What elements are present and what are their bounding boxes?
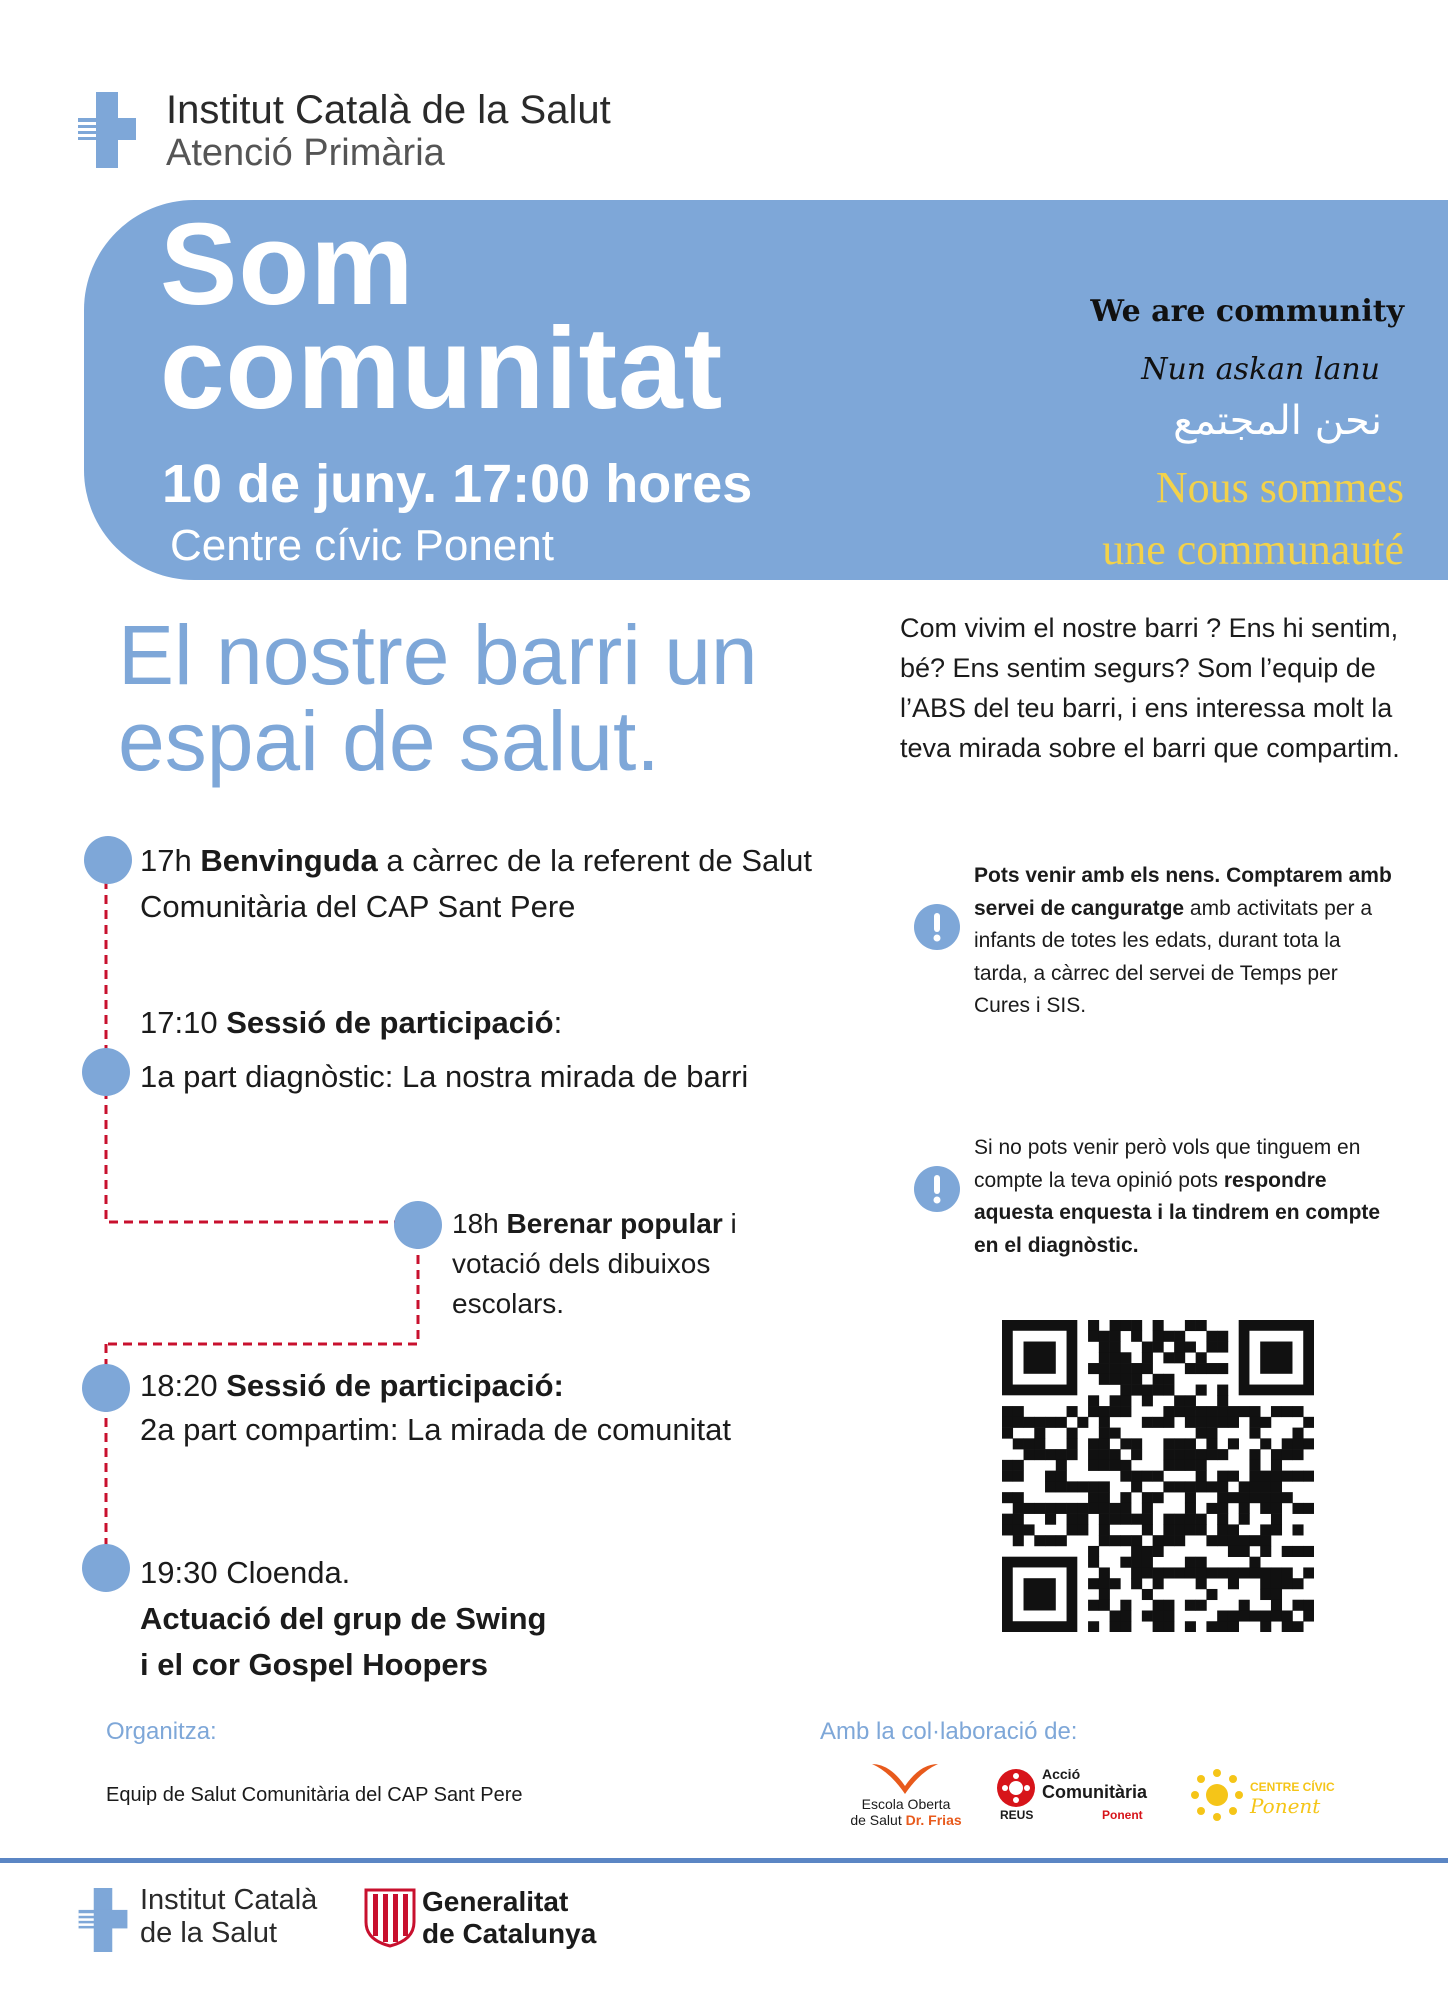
event-date: 10 de juny. 17:00 hores: [162, 454, 753, 514]
schedule-item: 17h Benvinguda a càrrec de la referent de Salut Comunitària del CAP Sant Pere: [140, 843, 813, 924]
timeline-dot-3: [394, 1201, 442, 1249]
timeline-connector: [106, 880, 418, 1568]
escola-oberta-logo: Escola Oberta de Salut Dr. Frias: [826, 1760, 986, 1830]
footer-divider: [0, 1858, 1448, 1863]
organizer-name: Equip de Salut Comunitària del CAP Sant Pere: [106, 1784, 523, 1806]
event-venue: Centre cívic Ponent: [170, 521, 554, 570]
ics-footer-logo-icon: [78, 1888, 128, 1952]
translation-arabic: نحن المجتمع: [1173, 398, 1382, 444]
timeline-dot-2: [82, 1048, 130, 1096]
title-line-2: comunitat: [160, 303, 724, 433]
headline-line-1: El nostre barri un: [118, 608, 758, 702]
timeline-dot-5: [82, 1544, 130, 1592]
schedule-item: 19:30 Cloenda. Actuació del grup de Swing i el cor Gospel Hoopers: [140, 1555, 547, 1682]
headline-line-2: espai de salut.: [118, 694, 660, 788]
generalitat-name: Generalitat de Catalunya: [422, 1886, 597, 1949]
translation-berber: Nun askan lanu: [1141, 352, 1380, 387]
timeline-dot-4: [82, 1364, 130, 1412]
info-exclamation-icon: [914, 1166, 960, 1212]
ics-footer-name: Institut Català de la Salut: [140, 1884, 318, 1949]
info-exclamation-icon: [914, 904, 960, 950]
institution-name: Institut Català de la Salut: [166, 88, 611, 132]
accio-comunitaria-icon: [996, 1768, 1036, 1808]
translation-english: We are community: [1090, 294, 1404, 329]
schedule-item: 18:20 Sessió de participació: 2a part compartim: La mirada de comunitat: [140, 1368, 731, 1447]
childcare-note: Pots venir amb els nens. Comptarem amb servei de canguratge amb activitats per a infants de totes les edats, durant tota la tarda, a càrrec del servei de Temps per Cures i SIS.: [974, 864, 1392, 1017]
schedule-item: 17:10 Sessió de participació: 1a part diagnòstic: La nostra mirada de barri: [140, 1005, 749, 1094]
institution-division: Atenció Primària: [166, 132, 445, 174]
timeline-dot-1: [84, 836, 132, 884]
sun-icon: [1190, 1768, 1244, 1822]
escola-oberta-icon: [870, 1760, 940, 1794]
schedule-item: 18h Berenar popular i votació dels dibuixos escolars.: [452, 1208, 737, 1319]
translation-french-line-1: Nous sommes: [1155, 463, 1404, 512]
centre-civic-ponent-logo: CENTRE CÍVIC Ponent: [1190, 1764, 1350, 1830]
generalitat-shield-icon: [364, 1888, 416, 1948]
collaboration-label: Amb la col·laboració de:: [820, 1718, 1078, 1745]
survey-note: Si no pots venir però vols que tinguem en compte la teva opinió pots respondre aquesta enquesta i la tindrem en compte en el diagnòstic.: [974, 1136, 1381, 1257]
intro-paragraph: Com vivim el nostre barri ? Ens hi sentim, bé? Ens sentim segurs? Som l’equip de l’ABS del teu barri, i ens interessa molt la teva mirada sobre el barri que compartim.: [900, 613, 1400, 763]
survey-qr-code[interactable]: [1002, 1320, 1314, 1632]
title-line-1: Som: [160, 199, 415, 329]
organizer-label: Organitza:: [106, 1718, 217, 1745]
translation-french-line-2: une communauté: [1102, 525, 1404, 574]
accio-comunitaria-logo: Acció Comunitària REUS Ponent: [996, 1766, 1166, 1826]
